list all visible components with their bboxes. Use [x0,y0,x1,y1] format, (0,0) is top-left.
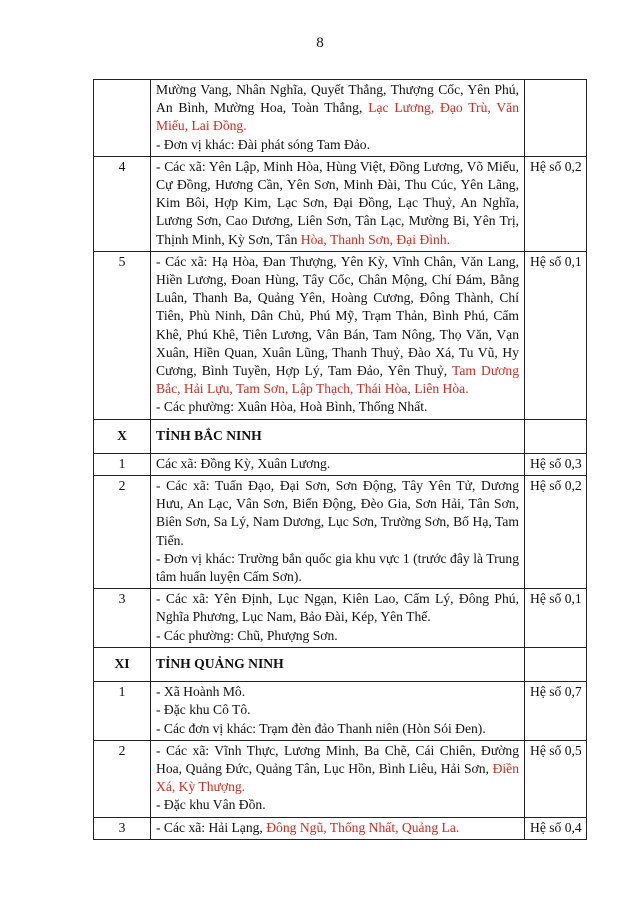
table-row [94,156,587,251]
section-number: X [94,419,151,453]
page-number: 8 [316,35,324,51]
coefficient-cell [525,419,587,453]
row-number: 1 [94,682,151,741]
paragraph-text: - Các xã: Yên Định, Lục Ngạn, Kiên Lao, Cẩm Lý, Đông Phú, Nghĩa Phương, Lục Nam, Bảo Đài, Kép, Yên Thế. [156,591,519,625]
table-row [94,476,587,589]
area-list [151,740,525,817]
area-list [151,453,525,475]
paragraph-text: - Xã Hoành Mô. [156,684,246,700]
area-list [151,251,525,419]
coefficient-cell: Hệ số 0,1 [525,251,587,419]
area-paragraph [156,550,519,586]
area-paragraph [156,819,519,837]
area-list [151,817,525,839]
area-list [151,80,525,157]
paragraph-text: - Đơn vị khác: Đài phát sóng Tam Đảo. [156,136,371,152]
row-number [94,80,151,157]
area-paragraph [156,158,519,249]
coefficient-cell: Hệ số 0,2 [525,476,587,589]
table-row [94,589,587,648]
area-list [151,682,525,741]
table-row [94,453,587,475]
area-paragraph [156,590,519,626]
area-paragraph [156,720,519,738]
table-row [94,80,587,157]
section-title: TỈNH QUẢNG NINH [151,647,525,681]
table-row [94,682,587,741]
paragraph-text: - Đơn vị khác: Trường bắn quốc gia khu vực 1 (trước đây là Trung tâm huấn luyện Cấm Sơn). [156,550,519,585]
paragraph-text: - Các xã: Hải Lạng, [156,819,267,835]
paragraph-text: - Các xã: Vĩnh Thực, Lương Minh, Ba Chẽ, Cái Chiên, Đường Hoa, Quảng Đức, Quảng Tân, Lục Hồn, Bình Liêu, Hải Sơn, [156,742,519,776]
area-paragraph [156,796,519,814]
table-body [94,80,587,840]
area-list [151,156,525,251]
coefficient-cell [525,647,587,681]
area-paragraph [156,455,519,473]
row-number: 3 [94,589,151,648]
row-number: 5 [94,251,151,419]
row-number: 4 [94,156,151,251]
row-number: 3 [94,817,151,839]
section-title: TỈNH BẮC NINH [151,419,525,453]
area-paragraph [156,742,519,797]
section-row [94,647,587,681]
highlighted-text: Điền Xá, Kỳ Thượng. [156,760,519,795]
area-paragraph [156,627,519,645]
paragraph-text: - Các phường: Chũ, Phượng Sơn. [156,627,338,643]
paragraph-text: - Các phường: Xuân Hòa, Hoà Bình, Thống Nhất. [156,399,428,415]
coefficient-cell: Hệ số 0,2 [525,156,587,251]
table-row [94,251,587,419]
highlighted-text: Lạc Lương, Đạo Trù, Văn Miếu, Lai Đồng. [156,100,519,134]
coefficient-cell: Hệ số 0,5 [525,740,587,817]
paragraph-text: - Các đơn vị khác: Trạm đèn đảo Thanh niên (Hòn Sói Đen). [156,720,486,736]
area-paragraph [156,683,519,701]
paragraph-text: - Đặc khu Vân Đồn. [156,797,266,813]
row-number: 2 [94,740,151,817]
coefficient-cell: Hệ số 0,3 [525,453,587,475]
allowance-coefficient-table [93,79,587,840]
area-paragraph [156,136,519,154]
area-paragraph [156,477,519,550]
section-row [94,419,587,453]
paragraph-text: - Các xã: Tuấn Đạo, Đại Sơn, Sơn Động, Tây Yên Tử, Dương Hưu, An Lạc, Vân Sơn, Biển Động, Đèo Gia, Sơn Hải, Tân Sơn, Biên Sơn, Sa Lý, Nam Dương, Lục Sơn, Trường Sơn, Bố Hạ, Tam Tiến. [156,478,519,548]
area-paragraph [156,398,519,416]
coefficient-cell [525,80,587,157]
paragraph-text: - Các xã: Yên Lập, Minh Hòa, Hùng Việt, Đồng Lương, Võ Miếu, Cự Đồng, Hương Cần, Yên Sơn, Minh Đài, Thu Cúc, Yên Lãng, Kim Bôi, Hợp Kim, Lạc Sơn, Đại Đồng, Lạc Thuỷ, An Nghĩa, Lương Sơn, Cao Dương, Liên Sơn, Tân Lạc, Mường Bi, Yên Trị, Thịnh Minh, Kỳ Sơn, Tân [156,158,519,247]
paragraph-text: - Các xã: Hạ Hòa, Đan Thượng, Yên Kỳ, Vĩnh Chân, Văn Lang, Hiền Lương, Đoan Hùng, Tây Cốc, Chân Mộng, Chí Đám, Bằng Luân, Thanh Ba, Quảng Yên, Hoàng Cương, Đông Thành, Chí Tiên, Phù Ninh, Dân Chủ, Phú Mỹ, Trạm Thản, Bình Phú, Cẩm Khê, Phú Khê, Tiên Lương, Vân Bán, Tam Nông, Thọ Văn, Vạn Xuân, Hiền Quan, Xuân Lũng, Thanh Thuỷ, Đào Xá, Tu Vũ, Hy Cương, Bình Tuyền, Hợp Lý, Tam Đảo, Yên Thuỷ, [156,253,519,379]
paragraph-text: - Đặc khu Cô Tô. [156,702,251,718]
coefficient-cell: Hệ số 0,1 [525,589,587,648]
table-row [94,817,587,839]
area-paragraph [156,81,519,136]
paragraph-text: Mường Vang, Nhân Nghĩa, Quyết Thắng, Thượng Cốc, Yên Phú, An Bình, Mường Hoa, Toàn Thắng, [156,82,519,116]
row-number: 2 [94,476,151,589]
coefficient-cell: Hệ số 0,7 [525,682,587,741]
area-paragraph [156,701,519,719]
paragraph-text: Các xã: Đồng Kỳ, Xuân Lương. [156,455,331,471]
row-number: 1 [94,453,151,475]
area-list [151,589,525,648]
highlighted-text: Hòa, Thanh Sơn, Đại Đình. [300,231,451,247]
highlighted-text: Tam Dương Bắc, Hải Lựu, Tam Sơn, Lập Thạch, Thái Hòa, Liên Hòa. [156,363,519,397]
table-row [94,740,587,817]
coefficient-cell: Hệ số 0,4 [525,817,587,839]
area-list [151,476,525,589]
highlighted-text: Đông Ngũ, Thống Nhất, Quảng La. [266,819,460,835]
section-number: XI [94,647,151,681]
area-paragraph [156,253,519,399]
